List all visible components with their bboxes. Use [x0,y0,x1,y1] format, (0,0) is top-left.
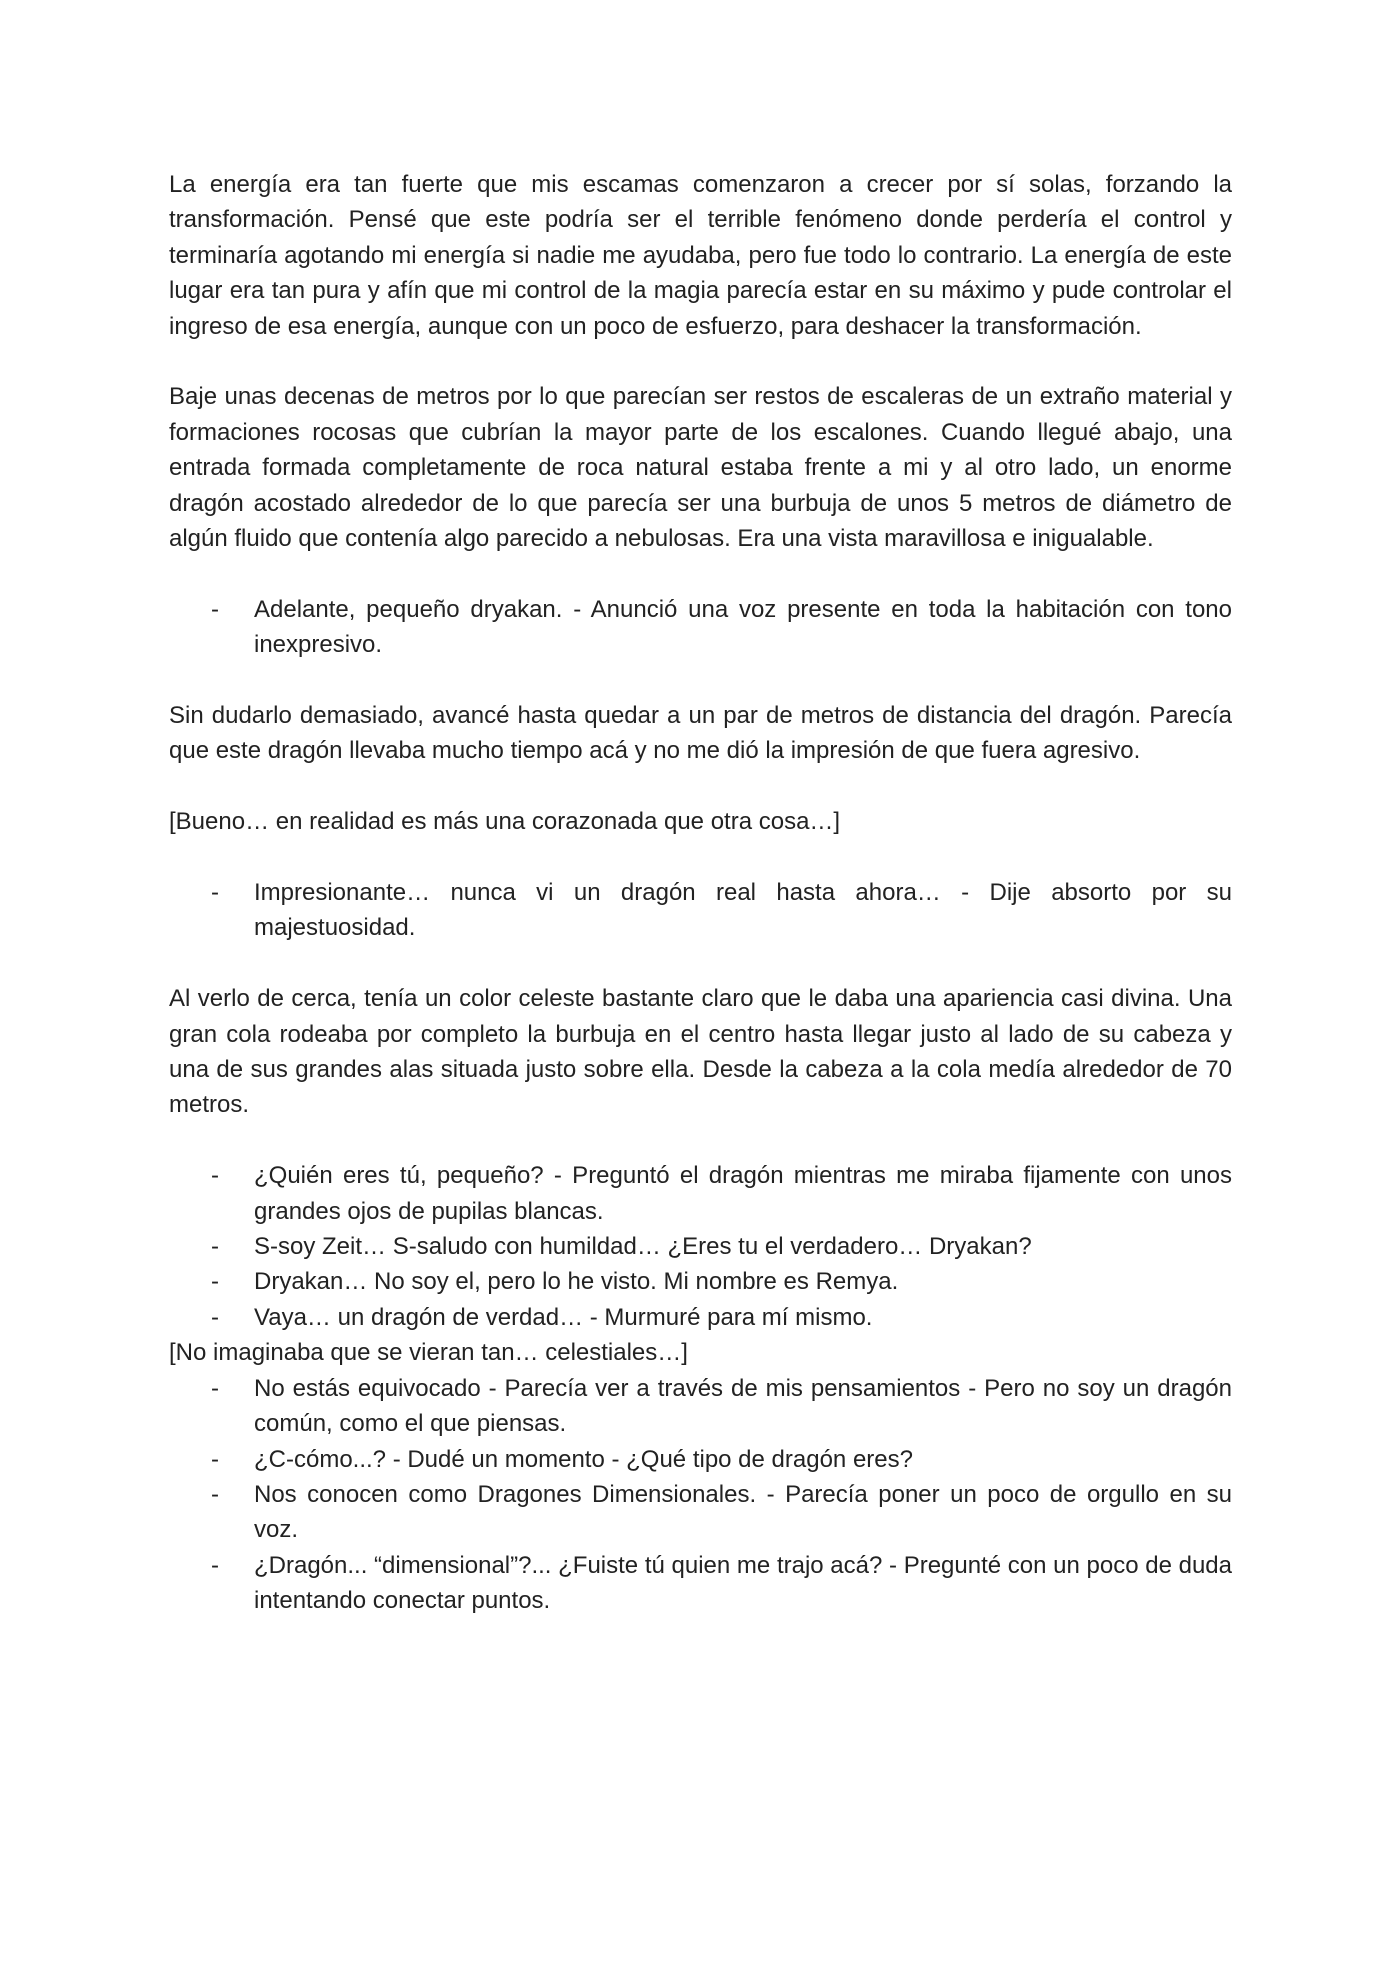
dialogue-line-4 [169,1229,1232,1264]
paragraph-spacer [169,840,1232,875]
paragraph-spacer [169,344,1232,379]
dialogue-dash: - [211,1233,219,1261]
dialogue-text: ¿Quién eres tú, pequeño? - Preguntó el dragón mientras me miraba fijamente con unos grandes ojos de pupilas blancas. [254,1162,1232,1225]
dialogue-text: Impresionante… nunca vi un dragón real hasta ahora… - Dije absorto por su majestuosidad. [254,879,1232,942]
dialogue-text: ¿C-cómo...? - Dudé un momento - ¿Qué tipo de dragón eres? [254,1445,913,1473]
dialogue-line-5 [169,1264,1232,1299]
dialogue-line-2 [169,875,1232,946]
dialogue-dash: - [211,879,219,907]
thought-line-1: [Bueno… en realidad es más una corazonada que otra cosa…] [169,808,841,836]
document-body [169,167,1232,1619]
dialogue-dash: - [211,595,219,623]
dialogue-text: S-soy Zeit… S-saludo con humildad… ¿Eres tu el verdadero… Dryakan? [254,1233,1032,1261]
paragraph-spacer [169,1123,1232,1158]
dialogue-line-9 [169,1477,1232,1548]
paragraph-spacer [169,663,1232,698]
dialogue-text: Vaya… un dragón de verdad… - Murmuré para mí mismo. [254,1303,873,1331]
paragraph-spacer [169,556,1232,591]
thought-line-2: [No imaginaba que se vieran tan… celestiales…] [169,1339,688,1367]
dialogue-text: No estás equivocado - Parecía ver a través de mis pensamientos - Pero no soy un dragón común, como el que piensas. [254,1374,1232,1438]
dialogue-line-8 [169,1442,1232,1477]
dialogue-line-3 [169,1158,1232,1229]
dialogue-dash: - [211,1162,219,1190]
dialogue-text: Adelante, pequeño dryakan. - Anunció una voz presente en toda la habitación con tono inexpresivo. [254,595,1232,659]
dialogue-line-1 [169,592,1232,663]
dialogue-dash: - [211,1480,219,1508]
paragraph-4: Al verlo de cerca, tenía un color celeste bastante claro que le daba una apariencia casi divina. Una gran cola rodeaba por completo la burbuja en el centro hasta llegar justo al lado de su cabeza y una de sus grandes alas situada justo sobre ella. Desde la cabeza a la cola medía alrededor de 70 metros. [169,985,1232,1119]
dialogue-line-6 [169,1300,1232,1335]
dialogue-line-7 [169,1371,1232,1442]
dialogue-text: Dryakan… No soy el, pero lo he visto. Mi nombre es Remya. [254,1268,899,1296]
dialogue-text: ¿Dragón... “dimensional”?... ¿Fuiste tú quien me trajo acá? - Pregunté con un poco de duda intentando conectar puntos. [254,1551,1232,1615]
dialogue-line-10 [169,1548,1232,1619]
paragraph-spacer [169,769,1232,804]
paragraph-3: Sin dudarlo demasiado, avancé hasta quedar a un par de metros de distancia del dragón. Parecía que este dragón llevaba mucho tiempo acá y no me dió la impresión de que fuera agresivo. [169,702,1232,765]
dialogue-dash: - [211,1551,219,1579]
paragraph-1: La energía era tan fuerte que mis escamas comenzaron a crecer por sí solas, forzando la transformación. Pensé que este podría ser el terrible fenómeno donde perdería el control y terminaría agotando mi energía si nadie me ayudaba, pero fue todo lo contrario. La energía de este lugar era tan pura y afín que mi control de la magia parecía estar en su máximo y pude controlar el ingreso de esa energía, aunque con un poco de esfuerzo, para deshacer la transformación. [169,171,1232,340]
paragraph-spacer [169,946,1232,981]
paragraph-2: Baje unas decenas de metros por lo que parecían ser restos de escaleras de un extraño material y formaciones rocosas que cubrían la mayor parte de los escalones. Cuando llegué abajo, una entrada formada completamente de roca natural estaba frente a mi y al otro lado, un enorme dragón acostado alrededor de lo que parecía ser una burbuja de unos 5 metros de diámetro de algún fluido que contenía algo parecido a nebulosas. Era una vista maravillosa e inigualable. [169,383,1232,553]
dialogue-dash: - [211,1303,219,1331]
dialogue-dash: - [211,1268,219,1296]
dialogue-dash: - [211,1445,219,1473]
dialogue-dash: - [211,1374,219,1402]
dialogue-text: Nos conocen como Dragones Dimensionales. - Parecía poner un poco de orgullo en su voz. [254,1480,1232,1544]
